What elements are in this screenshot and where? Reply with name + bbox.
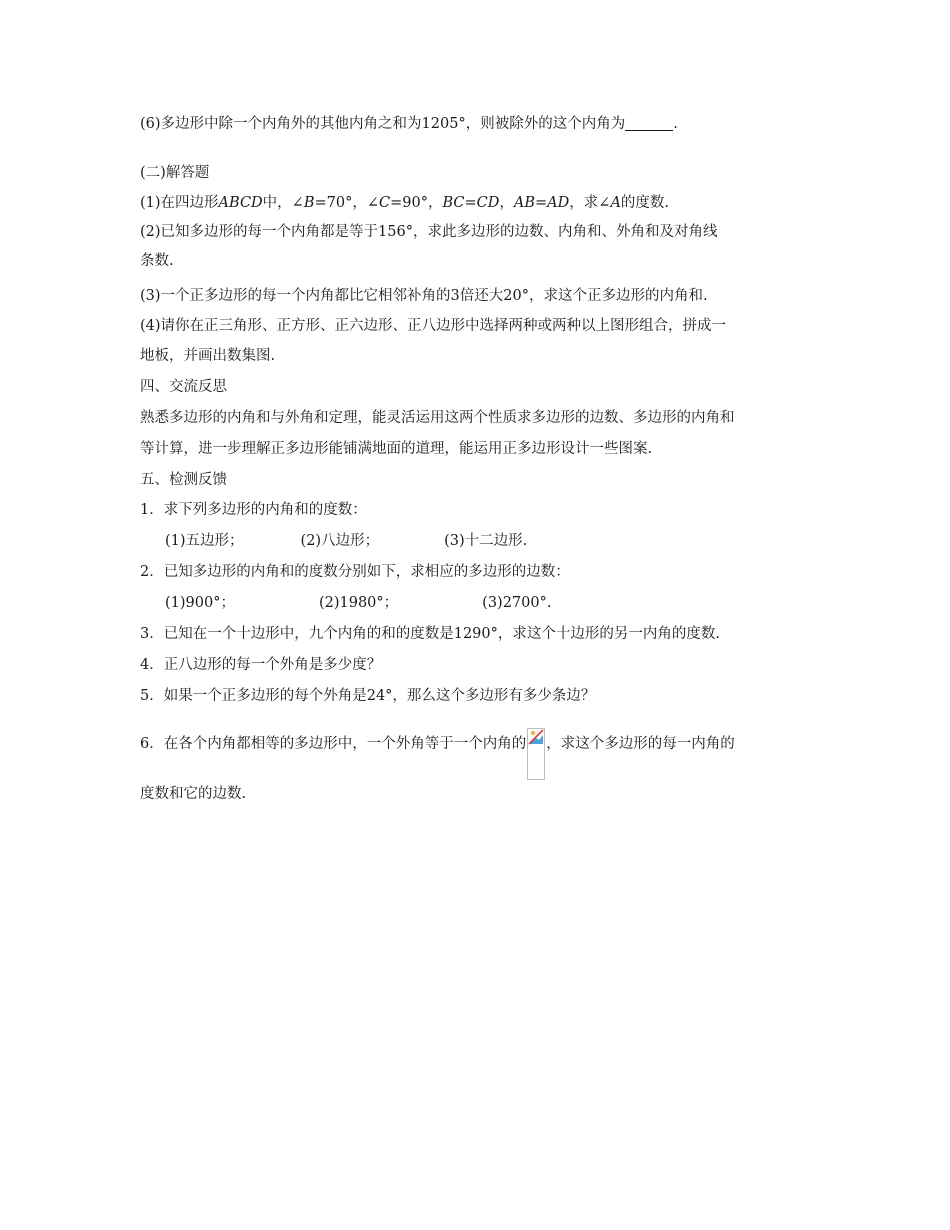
- feedback-question-3: 3．已知在一个十边形中，九个内角的和的度数是1290°，求这个十边形的另一内角的度数.: [140, 626, 720, 642]
- option-1: (1)五边形；: [165, 533, 244, 549]
- option-3: (3)2700°.: [482, 595, 552, 611]
- question-text: (6)多边形中除一个内角外的其他内角之和为1205°，则被除外的这个内角为: [140, 116, 626, 132]
- reflect-line-2: 等计算，进一步理解正多边形能铺满地面的道理，能运用正多边形设计一些图案.: [140, 441, 653, 457]
- option-3: (3)十二边形.: [444, 533, 528, 549]
- solve-question-2-line-2: 条数.: [140, 253, 174, 269]
- feedback-question-4: 4．正八边形的每一个外角是多少度？: [140, 657, 382, 673]
- text: ，: [499, 195, 514, 211]
- feedback-question-1: 1．求下列多边形的内角和的度数：: [140, 502, 367, 518]
- answer-blank: [625, 116, 673, 131]
- text: 中，∠: [262, 195, 304, 211]
- solve-question-4-line-2: 地板，并画出数集图.: [140, 348, 276, 364]
- section-title-feedback: 五、检测反馈: [140, 472, 227, 488]
- question-text: 6．在各个内角都相等的多边形中，一个外角等于一个内角的: [140, 736, 527, 752]
- solve-question-2-line-1: (2)已知多边形的每一个内角都是等于156°，求此多边形的边数、内角和、外角和及对角线: [140, 224, 718, 240]
- option-1: (1)900°；: [165, 595, 235, 611]
- text: (1)在四边形: [140, 195, 219, 211]
- var-c: C: [378, 195, 391, 211]
- var-cd: CD: [476, 195, 500, 211]
- solve-question-3: (3)一个正多边形的每一个内角都比它相邻补角的3倍还大20°，求这个正多边形的内角和.: [140, 288, 708, 304]
- section-title-reflect: 四、交流反思: [140, 379, 227, 395]
- solve-question-4-line-1: (4)请你在正三角形、正方形、正六边形、正八边形中选择两种或两种以上图形组合，拼成一: [140, 318, 727, 334]
- feedback-question-2-options: [165, 593, 551, 613]
- feedback-question-1-options: [165, 531, 527, 551]
- text: =: [535, 195, 548, 211]
- var-ad: AD: [547, 195, 570, 211]
- text: ，求∠: [569, 195, 611, 211]
- feedback-question-2: 2．已知多边形的内角和的度数分别如下，求相应的多边形的边数：: [140, 564, 570, 580]
- section-title-solve: (二)解答题: [140, 165, 210, 181]
- var-b: B: [303, 195, 315, 211]
- fill-question-6: [140, 114, 678, 134]
- text: 的度数.: [620, 195, 670, 211]
- var-a: A: [610, 195, 621, 211]
- feedback-question-5: 5．如果一个正多边形的每个外角是24°，那么这个多边形有多少条边？: [140, 688, 596, 704]
- question-text-end: .: [673, 116, 678, 132]
- var-abcd: ABCD: [218, 195, 263, 211]
- reflect-line-1: 熟悉多边形的内角和与外角和定理，能灵活运用这两个性质求多边形的边数、多边形的内角和: [140, 410, 735, 426]
- option-2: (2)1980°；: [318, 595, 399, 611]
- text: =70°，∠: [314, 195, 379, 211]
- var-bc: BC: [442, 195, 465, 211]
- feedback-question-6-line-2: 度数和它的边数.: [140, 786, 247, 802]
- solve-question-1: [140, 193, 669, 213]
- text: =: [464, 195, 477, 211]
- text: =90°，: [390, 195, 443, 211]
- feedback-question-6-line-1: [140, 734, 735, 786]
- broken-image-icon: [527, 728, 545, 780]
- option-2: (2)八边形；: [300, 533, 380, 549]
- var-ab: AB: [513, 195, 536, 211]
- question-text-end: ，求这个多边形的每一内角的: [546, 736, 735, 752]
